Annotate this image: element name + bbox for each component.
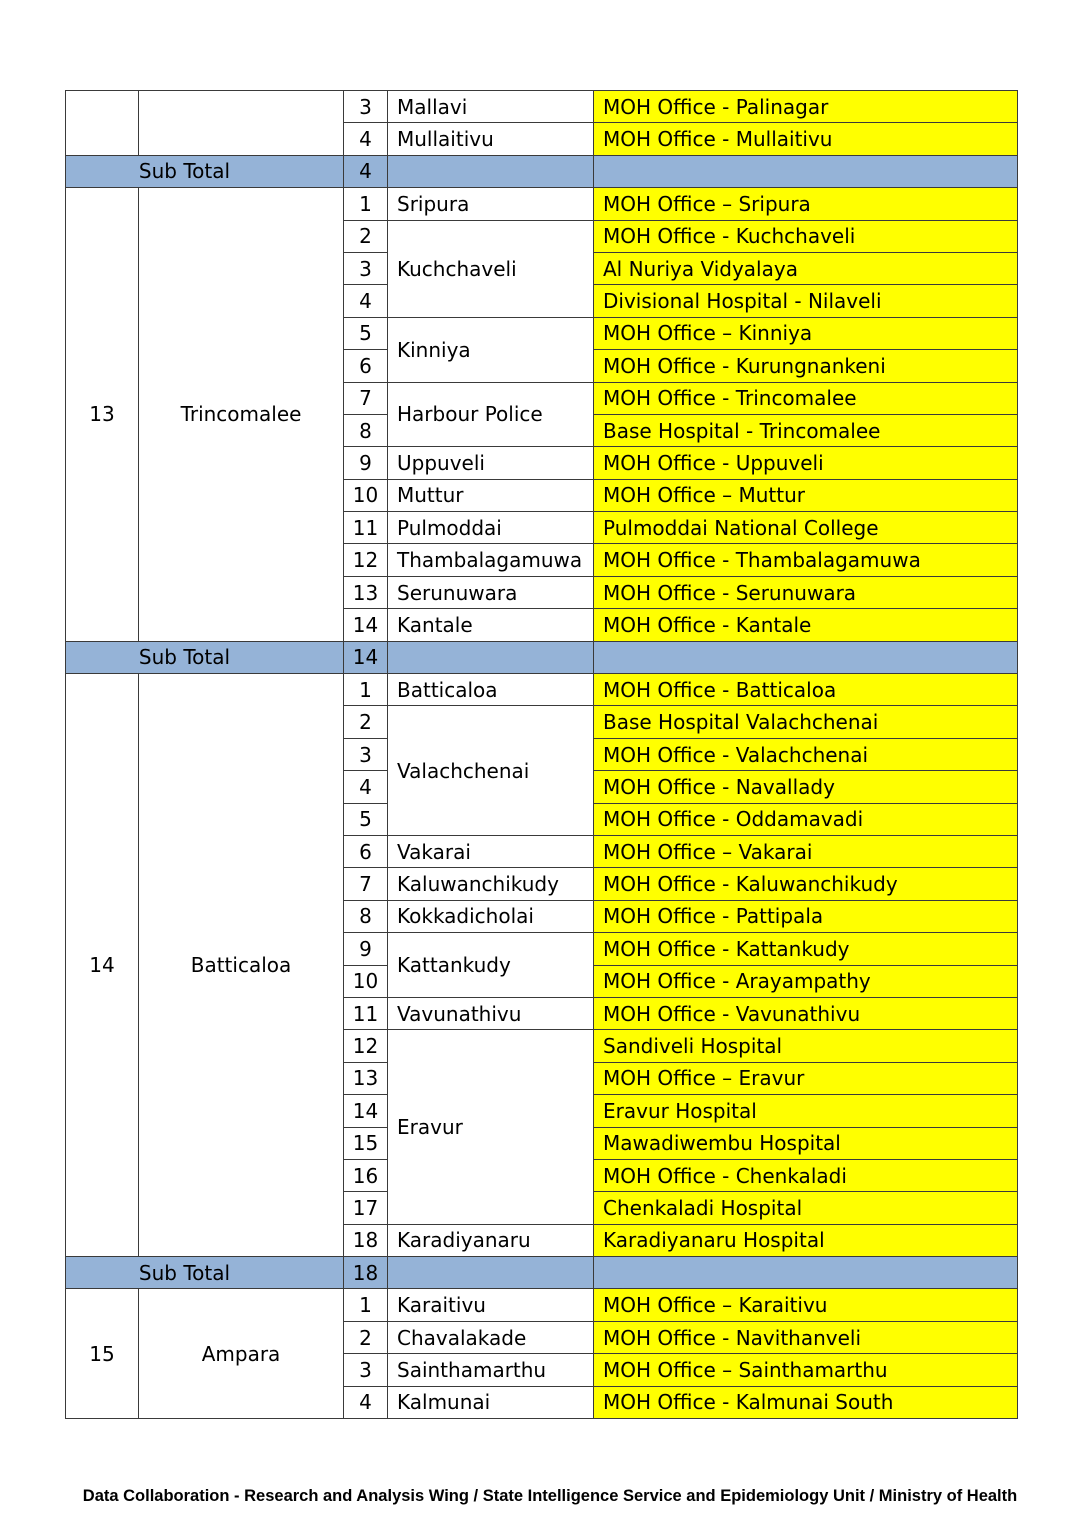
vaccination-location: Mawadiwembu Hospital xyxy=(594,1127,1018,1159)
row-index: 4 xyxy=(344,123,388,155)
subtotal-count: 4 xyxy=(344,155,388,187)
row-index: 4 xyxy=(344,771,388,803)
police-division: Vakarai xyxy=(388,835,594,867)
vaccination-location: MOH Office - Kuchchaveli xyxy=(594,220,1018,252)
row-index: 1 xyxy=(344,674,388,706)
police-division: Vavunathivu xyxy=(388,997,594,1029)
row-index: 14 xyxy=(344,1095,388,1127)
vaccination-location: MOH Office - Valachchenai xyxy=(594,738,1018,770)
vaccination-location: Karadiyanaru Hospital xyxy=(594,1224,1018,1256)
police-division: Kinniya xyxy=(388,317,594,382)
row-index: 16 xyxy=(344,1159,388,1191)
district-name: Ampara xyxy=(139,1289,344,1419)
row-index: 3 xyxy=(344,91,388,123)
vaccination-location: MOH Office - Trincomalee xyxy=(594,382,1018,414)
table-row xyxy=(66,188,1018,220)
subtotal-count: 18 xyxy=(344,1257,388,1289)
row-index: 17 xyxy=(344,1192,388,1224)
table-row xyxy=(66,91,1018,123)
police-division: Mullaitivu xyxy=(388,123,594,155)
vaccination-location: Pulmoddai National College xyxy=(594,512,1018,544)
police-division: Kantale xyxy=(388,609,594,641)
row-index: 15 xyxy=(344,1127,388,1159)
row-index: 6 xyxy=(344,835,388,867)
police-division: Thambalagamuwa xyxy=(388,544,594,576)
police-division: Kalmunai xyxy=(388,1386,594,1418)
row-index: 13 xyxy=(344,576,388,608)
subtotal-empty-cell xyxy=(594,1257,1018,1289)
police-division: Kuchchaveli xyxy=(388,220,594,317)
police-division: Karaitivu xyxy=(388,1289,594,1321)
police-division: Sainthamarthu xyxy=(388,1354,594,1386)
vaccination-location: Divisional Hospital - Nilaveli xyxy=(594,285,1018,317)
vaccination-location: MOH Office - Navithanveli xyxy=(594,1321,1018,1353)
vaccination-location: MOH Office - Arayampathy xyxy=(594,965,1018,997)
vaccination-location: MOH Office - Kantale xyxy=(594,609,1018,641)
vaccination-location: Chenkaladi Hospital xyxy=(594,1192,1018,1224)
police-division: Pulmoddai xyxy=(388,512,594,544)
row-index: 3 xyxy=(344,1354,388,1386)
vaccination-location: MOH Office - Kaluwanchikudy xyxy=(594,868,1018,900)
row-index: 12 xyxy=(344,544,388,576)
vaccination-location: MOH Office – Sripura xyxy=(594,188,1018,220)
subtotal-row xyxy=(66,641,1018,673)
vaccination-location: MOH Office - Kattankudy xyxy=(594,933,1018,965)
subtotal-row xyxy=(66,155,1018,187)
police-division: Sripura xyxy=(388,188,594,220)
row-index: 5 xyxy=(344,317,388,349)
row-index: 4 xyxy=(344,1386,388,1418)
vaccination-location: Al Nuriya Vidyalaya xyxy=(594,252,1018,284)
page-footer: Data Collaboration - Research and Analysis Wing / State Intelligence Service and Epidemiology Unit / Ministry of Health xyxy=(82,1487,1018,1505)
district-number: 14 xyxy=(66,674,139,1257)
row-index: 9 xyxy=(344,447,388,479)
subtotal-row xyxy=(66,1257,1018,1289)
row-index: 11 xyxy=(344,512,388,544)
district-number: 13 xyxy=(66,188,139,641)
row-index: 12 xyxy=(344,1030,388,1062)
vaccination-location: MOH Office - Thambalagamuwa xyxy=(594,544,1018,576)
vaccination-location: Sandiveli Hospital xyxy=(594,1030,1018,1062)
row-index: 5 xyxy=(344,803,388,835)
vaccination-location: MOH Office - Vavunathivu xyxy=(594,997,1018,1029)
vaccination-location: MOH Office - Batticaloa xyxy=(594,674,1018,706)
row-index: 10 xyxy=(344,965,388,997)
vaccination-location: Base Hospital Valachchenai xyxy=(594,706,1018,738)
subtotal-label: Sub Total xyxy=(66,641,344,673)
district-name: Trincomalee xyxy=(139,188,344,641)
vaccination-location: MOH Office - Mullaitivu xyxy=(594,123,1018,155)
subtotal-empty-cell xyxy=(388,641,594,673)
row-index: 2 xyxy=(344,220,388,252)
row-index: 4 xyxy=(344,285,388,317)
row-index: 13 xyxy=(344,1062,388,1094)
vaccination-location: MOH Office - Navallady xyxy=(594,771,1018,803)
police-division: Kokkadicholai xyxy=(388,900,594,932)
vaccination-location: MOH Office - Palinagar xyxy=(594,91,1018,123)
row-index: 2 xyxy=(344,706,388,738)
row-index: 18 xyxy=(344,1224,388,1256)
subtotal-empty-cell xyxy=(594,641,1018,673)
subtotal-empty-cell xyxy=(594,155,1018,187)
police-division: Kaluwanchikudy xyxy=(388,868,594,900)
row-index: 8 xyxy=(344,900,388,932)
vaccination-location: MOH Office – Karaitivu xyxy=(594,1289,1018,1321)
vaccination-location: MOH Office - Kalmunai South xyxy=(594,1386,1018,1418)
row-index: 14 xyxy=(344,609,388,641)
police-division: Uppuveli xyxy=(388,447,594,479)
vaccination-location: MOH Office – Sainthamarthu xyxy=(594,1354,1018,1386)
police-division: Chavalakade xyxy=(388,1321,594,1353)
table-body xyxy=(66,91,1018,1419)
vaccination-location: MOH Office - Uppuveli xyxy=(594,447,1018,479)
table-row xyxy=(66,674,1018,706)
vaccination-location: MOH Office - Serunuwara xyxy=(594,576,1018,608)
subtotal-empty-cell xyxy=(388,155,594,187)
district-number xyxy=(66,91,139,156)
row-index: 1 xyxy=(344,188,388,220)
row-index: 7 xyxy=(344,868,388,900)
row-index: 8 xyxy=(344,414,388,446)
row-index: 6 xyxy=(344,350,388,382)
district-name: Batticaloa xyxy=(139,674,344,1257)
table-row xyxy=(66,1289,1018,1321)
vaccination-location: MOH Office – Eravur xyxy=(594,1062,1018,1094)
row-index: 3 xyxy=(344,252,388,284)
police-division: Harbour Police xyxy=(388,382,594,447)
subtotal-label: Sub Total xyxy=(66,1257,344,1289)
row-index: 10 xyxy=(344,479,388,511)
police-division: Batticaloa xyxy=(388,674,594,706)
vaccination-location: MOH Office - Pattipala xyxy=(594,900,1018,932)
district-name xyxy=(139,91,344,156)
police-division: Kattankudy xyxy=(388,933,594,998)
row-index: 3 xyxy=(344,738,388,770)
vaccination-location: MOH Office - Kurungnankeni xyxy=(594,350,1018,382)
district-number: 15 xyxy=(66,1289,139,1419)
row-index: 7 xyxy=(344,382,388,414)
police-division: Karadiyanaru xyxy=(388,1224,594,1256)
vaccination-location: MOH Office – Kinniya xyxy=(594,317,1018,349)
vaccination-location: MOH Office – Vakarai xyxy=(594,835,1018,867)
police-division: Eravur xyxy=(388,1030,594,1224)
vaccination-location: Base Hospital - Trincomalee xyxy=(594,414,1018,446)
police-division: Valachchenai xyxy=(388,706,594,836)
vaccination-location: MOH Office - Chenkaladi xyxy=(594,1159,1018,1191)
district-vaccination-locations-table xyxy=(65,90,1018,1419)
row-index: 1 xyxy=(344,1289,388,1321)
row-index: 9 xyxy=(344,933,388,965)
row-index: 2 xyxy=(344,1321,388,1353)
police-division: Serunuwara xyxy=(388,576,594,608)
vaccination-location: Eravur Hospital xyxy=(594,1095,1018,1127)
vaccination-location: MOH Office – Muttur xyxy=(594,479,1018,511)
row-index: 11 xyxy=(344,997,388,1029)
subtotal-label: Sub Total xyxy=(66,155,344,187)
police-division: Muttur xyxy=(388,479,594,511)
police-division: Mallavi xyxy=(388,91,594,123)
subtotal-empty-cell xyxy=(388,1257,594,1289)
subtotal-count: 14 xyxy=(344,641,388,673)
vaccination-location: MOH Office - Oddamavadi xyxy=(594,803,1018,835)
